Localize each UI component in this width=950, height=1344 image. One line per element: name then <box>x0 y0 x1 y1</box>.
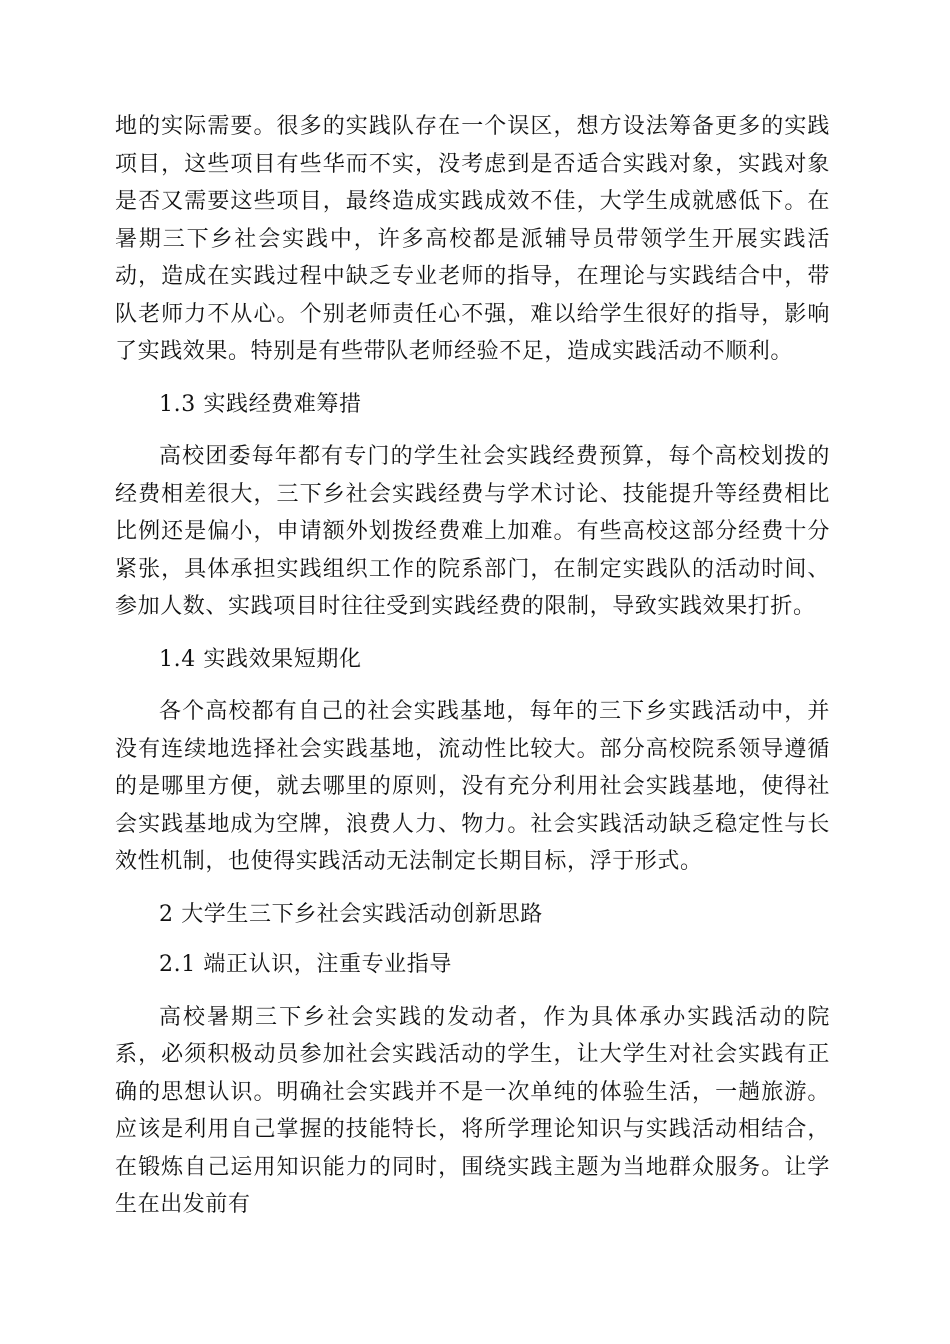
paragraph-practice-issues: 地的实际需要。很多的实践队存在一个误区，想方设法筹备更多的实践项目，这些项目有些华而不实，没考虑到是否适合实践对象，实践对象是否又需要这些项目，最终造成实践成效不佳，大学生成就感低下。在暑期三下乡社会实践中，许多高校都是派辅导员带领学生开展实践活动，造成在实践过程中缺乏专业老师的指导，在理论与实践结合中，带队老师力不从心。个别老师责任心不强，难以给学生很好的指导，影响了实践效果。特别是有些带队老师经验不足，造成实践活动不顺利。 <box>115 114 830 364</box>
section-heading-1-4: 1.4 实践效果短期化 <box>159 646 362 672</box>
paragraph-short-term-effect: 各个高校都有自己的社会实践基地，每年的三下乡实践活动中，并没有连续地选择社会实践基地，流动性比较大。部分高校院系领导遵循的是哪里方便，就去哪里的原则，没有充分利用社会实践基地，使得社会实践基地成为空牌，浪费人力、物力。社会实践活动缺乏稳定性与长效性机制，也使得实践活动无法制定长期目标，浮于形式。 <box>115 699 830 874</box>
paragraph-funding: 高校团委每年都有专门的学生社会实践经费预算，每个高校划拨的经费相差很大，三下乡社会实践经费与学术讨论、技能提升等经费相比比例还是偏小，申请额外划拨经费难上加难。有些高校这部分经费十分紧张，具体承担实践组织工作的院系部门，在制定实践队的活动时间、参加人数、实践项目时往往受到实践经费的限制，导致实践效果打折。 <box>115 444 830 619</box>
section-heading-2-1: 2.1 端正认识，注重专业指导 <box>159 952 452 977</box>
section-heading-1-3: 1.3 实践经费难筹措 <box>159 391 362 417</box>
section-heading-2: 2 大学生三下乡社会实践活动创新思路 <box>159 901 543 927</box>
document-page <box>115 108 830 1224</box>
paragraph-correct-understanding: 高校暑期三下乡社会实践的发动者，作为具体承办实践活动的院系，必须积极动员参加社会实践活动的学生，让大学生对社会实践有正确的思想认识。明确社会实践并不是一次单纯的体验生活，一趟旅游。应该是利用自己掌握的技能特长，将所学理论知识与实践活动相结合，在锻炼自己运用知识能力的同时，围绕实践主题为当地群众服务。让学生在出发前有 <box>115 1004 830 1217</box>
